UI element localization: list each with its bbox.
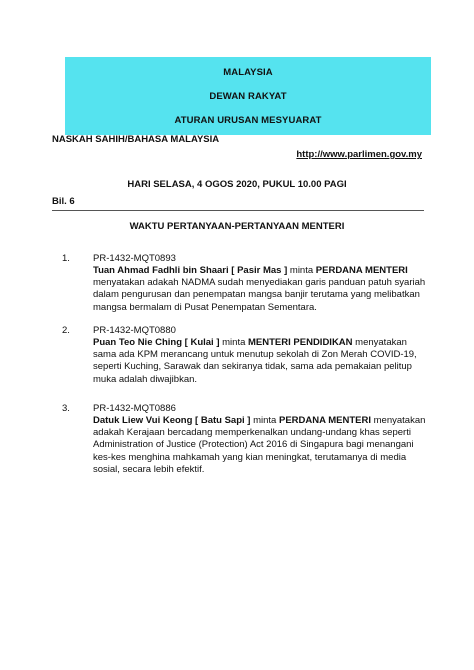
header-document-title: ATURAN URUSAN MESYUARAT <box>174 115 322 126</box>
question-code: PR-1432-MQT0886 <box>93 403 176 414</box>
header-house: DEWAN RAKYAT <box>209 91 287 102</box>
question-body <box>93 415 431 476</box>
question-text: menyatakan sama ada KPM merancang untuk menutup sekolah di Zon Merah COVID-19, seperti Kuching, Sarawak dan sekiranya tidak, sama ada pemakaian pelitup muka adalah diwajibkan. <box>93 337 417 385</box>
minister-name: PERDANA MENTERI <box>278 415 371 426</box>
minister-name: MENTERI PENDIDIKAN <box>248 337 353 348</box>
member-name: Puan Teo Nie Ching [ Kulai ] <box>93 337 220 348</box>
website-link[interactable]: http://www.parlimen.gov.my <box>296 149 422 160</box>
member-name: Tuan Ahmad Fadhli bin Shaari [ Pasir Mas ] <box>93 265 288 276</box>
minister-name: PERDANA MENTERI <box>315 265 408 276</box>
question-number: 2. <box>62 325 70 336</box>
question-number: 3. <box>62 403 70 414</box>
session-date: HARI SELASA, 4 OGOS 2020, PUKUL 10.00 PAGI <box>127 179 347 190</box>
question-body <box>93 265 431 314</box>
member-name: Datuk Liew Vui Keong [ Batu Sapi ] <box>93 415 251 426</box>
request-word: minta <box>219 337 249 348</box>
question-code: PR-1432-MQT0893 <box>93 253 176 264</box>
document-type: NASKAH SAHIH/BAHASA MALAYSIA <box>52 134 220 145</box>
section-title: WAKTU PERTANYAAN-PERTANYAAN MENTERI <box>129 221 345 232</box>
request-word: minta <box>287 265 316 276</box>
question-text: menyatakan adakah Kerajaan bercadang memperkenalkan undang-undang khas seperti Administration of Justice (Protection) Act 2016 di Singapura bagi menangani kes-kes menghina mahkamah yang kian meningkat, terutamanya di media sosial, secara lebih efektif. <box>93 415 426 475</box>
header-banner <box>65 57 431 135</box>
question-number: 1. <box>62 253 70 264</box>
request-word: minta <box>250 415 279 426</box>
divider <box>52 210 424 211</box>
bil-number: Bil. 6 <box>52 196 75 207</box>
question-body <box>93 337 431 386</box>
header-country: MALAYSIA <box>223 67 273 78</box>
question-text: menyatakan adakah NADMA sudah menyediakan garis panduan patuh syariah dalam pengurusan dan penempatan mangsa banjir terutama yang melibatkan mangsa bermalam di Pusat Penempatan Sementara. <box>93 277 426 313</box>
question-code: PR-1432-MQT0880 <box>93 325 176 336</box>
